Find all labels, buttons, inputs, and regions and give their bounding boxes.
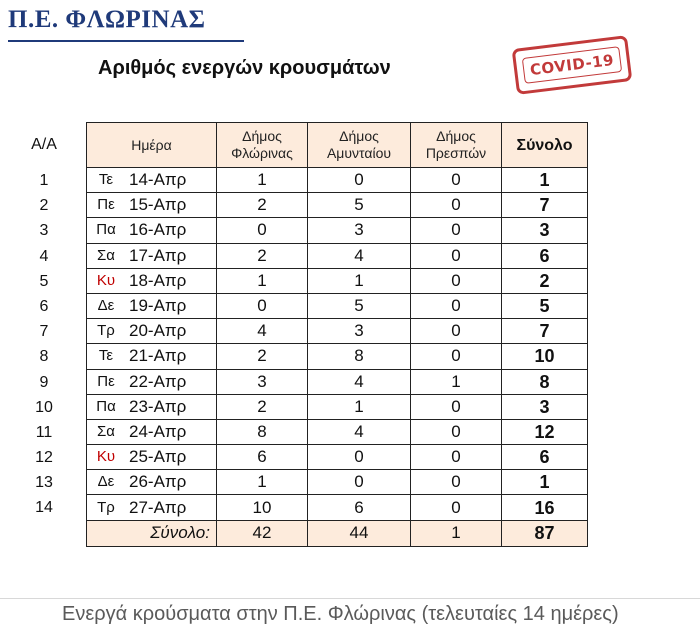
aa-number: 11	[35, 423, 53, 441]
cell-amyntaio: 3	[308, 319, 411, 344]
cell-amyntaio: 1	[308, 268, 411, 293]
header-prespes-line1: Δήμος	[436, 128, 476, 144]
cell-total: 1	[502, 168, 588, 193]
table-header-row	[87, 123, 588, 168]
cell-day: Δε	[87, 470, 126, 495]
aa-number: 14	[35, 499, 53, 517]
cell-florina: 6	[217, 445, 308, 470]
cell-amyntaio: 3	[308, 218, 411, 243]
aa-number: 10	[35, 398, 53, 416]
cell-date: 22-Απρ	[125, 369, 217, 394]
table-row	[87, 445, 588, 470]
cell-florina: 2	[217, 243, 308, 268]
cell-prespes: 0	[411, 495, 502, 520]
cell-day: Σα	[87, 419, 126, 444]
cell-day: Κυ	[87, 445, 126, 470]
cell-total: 5	[502, 293, 588, 318]
cell-total: 1	[502, 470, 588, 495]
cell-amyntaio: 0	[308, 168, 411, 193]
totals-row	[87, 520, 588, 546]
page-subtitle: Αριθμός ενεργών κρουσμάτων	[98, 57, 391, 79]
table-row	[87, 293, 588, 318]
aa-number: 5	[39, 272, 49, 290]
cell-date: 18-Απρ	[125, 268, 217, 293]
cell-amyntaio: 4	[308, 419, 411, 444]
covid-stamp-text: COVID-19	[522, 46, 623, 84]
header-florina-line2: Φλώρινας	[231, 145, 293, 161]
cell-florina: 0	[217, 218, 308, 243]
table-row	[87, 419, 588, 444]
cell-prespes: 1	[411, 369, 502, 394]
cell-amyntaio: 0	[308, 445, 411, 470]
cell-prespes: 0	[411, 268, 502, 293]
cell-day: Πα	[87, 394, 126, 419]
cell-day: Δε	[87, 293, 126, 318]
cell-prespes: 0	[411, 470, 502, 495]
cell-prespes: 0	[411, 419, 502, 444]
cell-florina: 2	[217, 394, 308, 419]
table-row	[87, 470, 588, 495]
cell-amyntaio: 4	[308, 243, 411, 268]
cell-date: 21-Απρ	[125, 344, 217, 369]
aa-number: 13	[35, 474, 53, 492]
cell-amyntaio: 6	[308, 495, 411, 520]
cell-total: 16	[502, 495, 588, 520]
cell-amyntaio: 4	[308, 369, 411, 394]
header-florina	[217, 123, 308, 168]
aa-rows	[24, 168, 64, 521]
aa-number: 4	[39, 247, 49, 265]
cell-total: 6	[502, 243, 588, 268]
totals-label: Σύνολο:	[87, 520, 217, 546]
totals-florina: 42	[217, 520, 308, 546]
cell-date: 20-Απρ	[125, 319, 217, 344]
cell-day: Πε	[87, 193, 126, 218]
cell-amyntaio: 5	[308, 193, 411, 218]
cell-day: Τε	[87, 168, 126, 193]
cell-day: Σα	[87, 243, 126, 268]
table-row	[87, 344, 588, 369]
table-row	[87, 268, 588, 293]
aa-number: 6	[39, 297, 49, 315]
header-prespes	[411, 123, 502, 168]
cell-florina: 2	[217, 344, 308, 369]
footer-caption: Ενεργά κρούσματα στην Π.Ε. Φλώρινας (τελευταίες 14 ημέρες)	[62, 603, 619, 625]
totals-total: 87	[502, 520, 588, 546]
cell-prespes: 0	[411, 293, 502, 318]
cell-day: Τρ	[87, 319, 126, 344]
cell-florina: 3	[217, 369, 308, 394]
footer-divider	[0, 598, 700, 599]
cell-date: 23-Απρ	[125, 394, 217, 419]
cell-total: 3	[502, 394, 588, 419]
table-row	[87, 394, 588, 419]
header-day: Ημέρα	[87, 123, 217, 168]
cell-date: 17-Απρ	[125, 243, 217, 268]
cell-day: Κυ	[87, 268, 126, 293]
header-amyntaio-line1: Δήμος	[339, 128, 379, 144]
cell-total: 2	[502, 268, 588, 293]
cell-total: 3	[502, 218, 588, 243]
cell-prespes: 0	[411, 319, 502, 344]
cell-amyntaio: 0	[308, 470, 411, 495]
table-row	[87, 168, 588, 193]
cell-day: Τρ	[87, 495, 126, 520]
header-prespes-line2: Πρεσπών	[425, 145, 487, 161]
cell-florina: 0	[217, 293, 308, 318]
cell-amyntaio: 1	[308, 394, 411, 419]
cell-date: 15-Απρ	[125, 193, 217, 218]
cell-date: 16-Απρ	[125, 218, 217, 243]
header-amyntaio	[308, 123, 411, 168]
cell-florina: 8	[217, 419, 308, 444]
aa-column	[24, 122, 64, 521]
cell-total: 8	[502, 369, 588, 394]
cell-date: 19-Απρ	[125, 293, 217, 318]
table-row	[87, 319, 588, 344]
table-row	[87, 495, 588, 520]
table-row	[87, 218, 588, 243]
header-florina-line1: Δήμος	[242, 128, 282, 144]
cell-prespes: 0	[411, 445, 502, 470]
cell-date: 24-Απρ	[125, 419, 217, 444]
aa-number: 8	[39, 348, 49, 366]
aa-number: 12	[35, 449, 53, 467]
table-body	[87, 168, 588, 521]
cell-florina: 10	[217, 495, 308, 520]
aa-number: 2	[39, 197, 49, 215]
cell-total: 12	[502, 419, 588, 444]
cell-prespes: 0	[411, 344, 502, 369]
cell-prespes: 0	[411, 168, 502, 193]
cell-total: 7	[502, 193, 588, 218]
aa-number: 3	[39, 222, 49, 240]
cell-date: 25-Απρ	[125, 445, 217, 470]
cell-amyntaio: 5	[308, 293, 411, 318]
page-title	[8, 6, 206, 34]
table-row	[87, 193, 588, 218]
cell-date: 27-Απρ	[125, 495, 217, 520]
cell-prespes: 0	[411, 243, 502, 268]
cell-date: 26-Απρ	[125, 470, 217, 495]
cell-florina: 1	[217, 268, 308, 293]
covid-stamp	[512, 35, 633, 95]
header-total: Σύνολο	[502, 123, 588, 168]
cell-prespes: 0	[411, 193, 502, 218]
cell-florina: 4	[217, 319, 308, 344]
table-row	[87, 243, 588, 268]
cell-total: 7	[502, 319, 588, 344]
aa-header: Α/Α	[31, 136, 57, 153]
cell-prespes: 0	[411, 394, 502, 419]
cell-day: Πα	[87, 218, 126, 243]
cell-date: 14-Απρ	[125, 168, 217, 193]
cell-amyntaio: 8	[308, 344, 411, 369]
totals-prespes: 1	[411, 520, 502, 546]
aa-number: 1	[39, 172, 49, 189]
cell-total: 10	[502, 344, 588, 369]
page-title-text: Π.Ε. ΦΛΩΡΙΝΑΣ	[8, 6, 206, 33]
cell-florina: 2	[217, 193, 308, 218]
totals-amyntaio: 44	[308, 520, 411, 546]
aa-number: 9	[39, 373, 49, 391]
cell-florina: 1	[217, 168, 308, 193]
cell-florina: 1	[217, 470, 308, 495]
cell-day: Πε	[87, 369, 126, 394]
title-underline	[8, 40, 244, 42]
aa-number: 7	[39, 323, 49, 341]
cell-total: 6	[502, 445, 588, 470]
table-row	[87, 369, 588, 394]
cell-day: Τε	[87, 344, 126, 369]
cell-prespes: 0	[411, 218, 502, 243]
cases-table	[86, 122, 588, 547]
header-amyntaio-line2: Αμυνταίου	[326, 145, 392, 161]
